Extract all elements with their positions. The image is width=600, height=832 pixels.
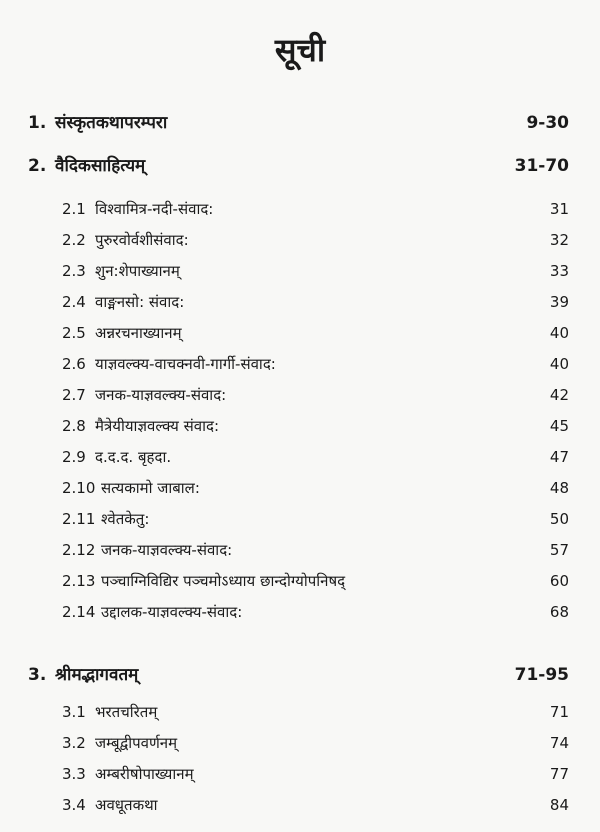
entry-number: 2.14: [62, 603, 96, 621]
entry-page: 42: [549, 386, 569, 404]
entry-number: 3.4: [62, 796, 86, 814]
entry-page: 77: [549, 765, 569, 783]
entry-page: 84: [549, 796, 569, 814]
toc-chapter-1[interactable]: [0, 108, 600, 138]
entry-title: अन्नरचनाख्यानम्: [95, 324, 182, 342]
entry-number: 2.8: [62, 417, 86, 435]
toc-section-3-1[interactable]: [0, 697, 600, 727]
entry-number: 2.13: [62, 572, 96, 590]
toc-section-3-2[interactable]: [0, 728, 600, 758]
entry-number: 2.10: [62, 479, 96, 497]
entry-page: 68: [549, 603, 569, 621]
entry-page: 71-95: [514, 665, 569, 685]
entry-number: 2.5: [62, 324, 86, 342]
toc-section-2-14[interactable]: [0, 597, 600, 627]
toc-section-3-4[interactable]: [0, 790, 600, 820]
entry-page: 57: [549, 541, 569, 559]
entry-title: अम्बरीषोपाख्यानम्: [95, 765, 194, 783]
entry-number: 2.11: [62, 510, 96, 528]
entry-number: 2.6: [62, 355, 86, 373]
entry-number: 3.: [28, 665, 47, 685]
entry-page: 31-70: [514, 156, 569, 176]
entry-number: 2.7: [62, 386, 86, 404]
entry-number: 2.12: [62, 541, 96, 559]
entry-page: 33: [549, 262, 569, 280]
toc-section-2-6[interactable]: [0, 349, 600, 379]
entry-title: याज्ञवल्क्य-वाचक्नवी-गार्गी-संवाद:: [95, 355, 276, 373]
entry-page: 48: [549, 479, 569, 497]
toc-section-2-2[interactable]: [0, 225, 600, 255]
entry-title: जनक-याज्ञवल्क्य-संवाद:: [101, 541, 233, 559]
entry-title: पुरुरवोर्वशीसंवाद:: [95, 231, 189, 249]
toc-section-2-11[interactable]: [0, 504, 600, 534]
entry-title: संस्कृतकथापरम्परा: [55, 113, 168, 133]
entry-number: 3.2: [62, 734, 86, 752]
entry-number: 2.3: [62, 262, 86, 280]
entry-page: 45: [549, 417, 569, 435]
entry-number: 2.4: [62, 293, 86, 311]
entry-page: 32: [549, 231, 569, 249]
entry-number: 2.: [28, 156, 47, 176]
entry-title: वाङ्मनसो: संवाद:: [95, 293, 185, 311]
toc-section-2-7[interactable]: [0, 380, 600, 410]
entry-number: 3.3: [62, 765, 86, 783]
entry-title: विश्वामित्र-नदी-संवाद:: [95, 200, 214, 218]
toc-section-3-3[interactable]: [0, 759, 600, 789]
toc-section-2-4[interactable]: [0, 287, 600, 317]
entry-title: श्रीमद्भागवतम्: [55, 665, 139, 685]
entry-page: 40: [549, 324, 569, 342]
entry-title: अवधूतकथा: [95, 796, 158, 814]
entry-number: 2.1: [62, 200, 86, 218]
entry-title: वैदिकसाहित्यम्: [55, 156, 146, 176]
toc-section-2-1[interactable]: [0, 194, 600, 224]
page-title: सूची: [274, 31, 326, 69]
entry-page: 60: [549, 572, 569, 590]
toc-section-2-9[interactable]: [0, 442, 600, 472]
toc-section-2-8[interactable]: [0, 411, 600, 441]
entry-page: 71: [549, 703, 569, 721]
entry-title: श्वेतकेतु:: [101, 510, 150, 528]
entry-title: सत्यकामो जाबाल:: [101, 479, 200, 497]
entry-page: 74: [549, 734, 569, 752]
entry-title: शुन:शेपाख्यानम्: [95, 262, 180, 280]
entry-title: मैत्रेयीयाज्ञवल्क्य संवाद:: [95, 417, 220, 435]
toc-section-2-3[interactable]: [0, 256, 600, 286]
entry-number: 1.: [28, 113, 47, 133]
entry-title: द.द.द. बृहदा.: [95, 448, 172, 466]
toc-section-2-5[interactable]: [0, 318, 600, 348]
toc-section-2-10[interactable]: [0, 473, 600, 503]
entry-title: पञ्चाग्निविद्यिर पञ्चमोऽध्याय छान्दोग्योपनिषद्: [101, 572, 346, 590]
entry-page: 31: [549, 200, 569, 218]
entry-number: 3.1: [62, 703, 86, 721]
entry-title: उद्दालक-याज्ञवल्क्य-संवाद:: [101, 603, 243, 621]
entry-page: 50: [549, 510, 569, 528]
entry-title: जम्बूद्वीपवर्णनम्: [95, 734, 178, 752]
entry-number: 2.2: [62, 231, 86, 249]
toc-section-2-12[interactable]: [0, 535, 600, 565]
entry-page: 39: [549, 293, 569, 311]
entry-title: जनक-याज्ञवल्क्य-संवाद:: [95, 386, 227, 404]
entry-page: 40: [549, 355, 569, 373]
entry-page: 47: [549, 448, 569, 466]
entry-page: 9-30: [526, 113, 569, 133]
entry-title: भरतचरितम्: [95, 703, 158, 721]
toc-chapter-3[interactable]: [0, 660, 600, 690]
toc-section-2-13[interactable]: [0, 566, 600, 596]
toc-chapter-2[interactable]: [0, 151, 600, 181]
entry-number: 2.9: [62, 448, 86, 466]
